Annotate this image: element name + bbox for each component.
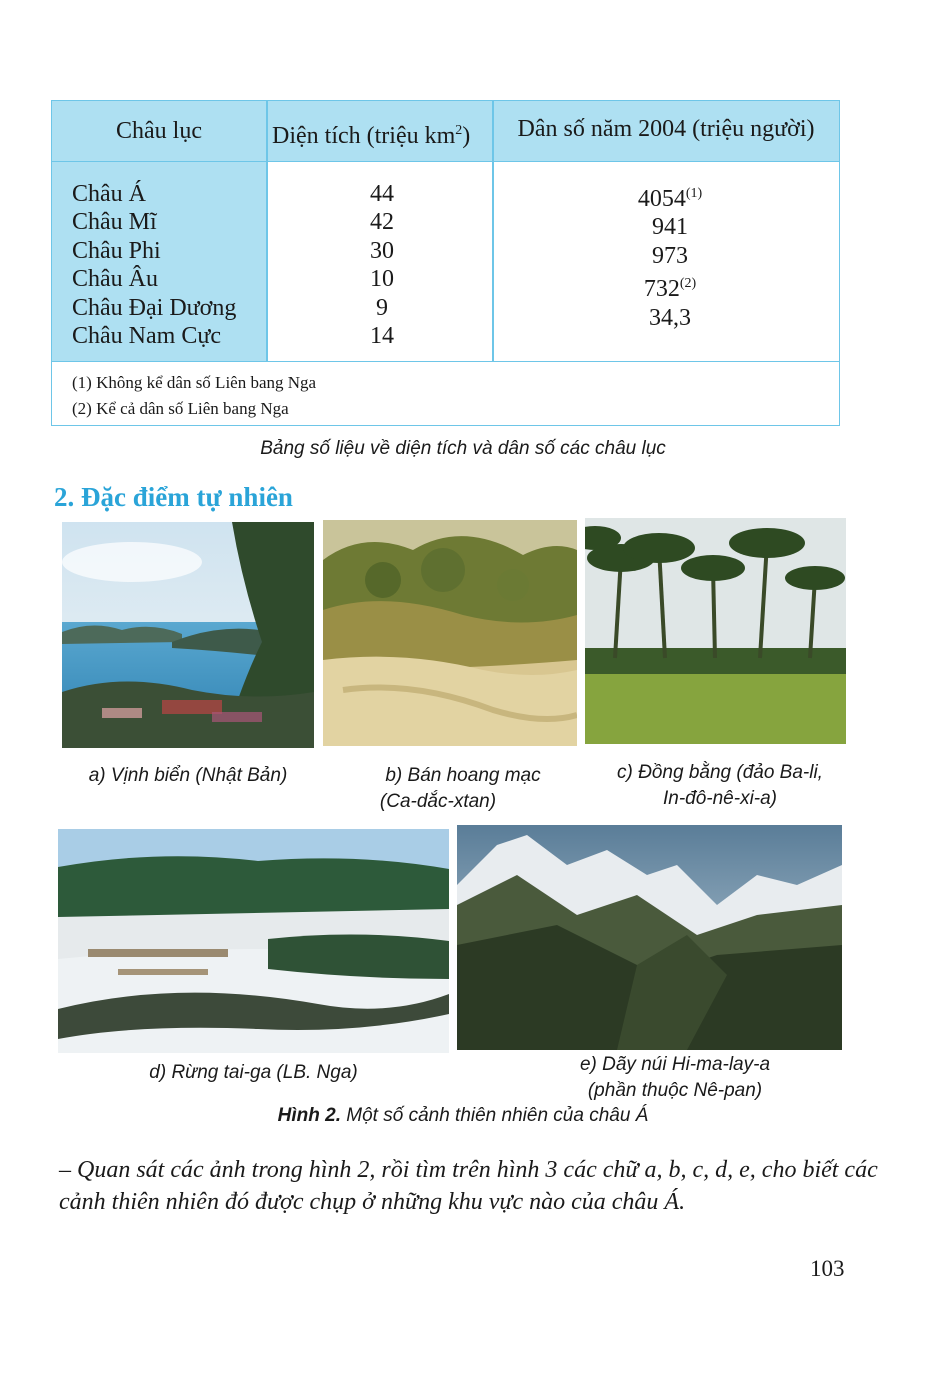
page-number: 103: [810, 1256, 845, 1281]
area-value: 9: [376, 294, 388, 321]
continent-name: Châu Á: [72, 181, 146, 207]
section-title: 2. Đặc điểm tự nhiên: [54, 482, 293, 512]
footnote-2: (2) Kể cả dân số Liên bang Nga: [72, 399, 289, 418]
photo-bay-japan: [62, 522, 314, 748]
population-value: 4054$^{(1)}$: [637, 186, 703, 212]
area-value: 42: [370, 209, 394, 236]
population-value: 34,3: [649, 304, 691, 331]
photo-e-caption-line1: e) Dãy núi Hi-ma-lay-a: [579, 1054, 771, 1075]
header-population: Dân số năm 2004 (triệu người): [517, 116, 815, 142]
photo-e-caption: [540, 1052, 810, 1104]
population-value: 732$^{(2)}$: [643, 276, 697, 303]
continent-name: Châu Đại Dương: [72, 294, 237, 321]
photo-d-caption: d) Rừng tai-ga (LB. Nga): [149, 1062, 358, 1083]
population-column: [620, 180, 720, 332]
population-value: 941: [652, 214, 688, 241]
figure-title: [0, 1105, 926, 1127]
figure-title-text: Một số cảnh thiên nhiên của châu Á: [346, 1105, 649, 1126]
continent-name: Châu Mĩ: [72, 209, 157, 236]
photo-taiga-russia: [58, 829, 449, 1053]
area-value: 14: [370, 323, 394, 350]
figure-label: Hình 2.: [277, 1105, 341, 1126]
continent-name: Châu Phi: [72, 237, 161, 264]
table-footnotes: [72, 370, 316, 422]
continent-name: Châu Âu: [72, 266, 158, 293]
continent-name: Châu Nam Cực: [72, 323, 221, 350]
footnote-1: (1) Không kể dân số Liên bang Nga: [72, 373, 317, 392]
area-column: [342, 180, 422, 350]
population-value: 973: [652, 242, 688, 269]
area-value: 44: [370, 181, 394, 207]
header-continent: Châu lục: [116, 118, 202, 144]
photo-b-caption: [323, 763, 603, 815]
continent-column: [72, 180, 236, 350]
photo-c-caption-line2: In-đô-nê-xi-a): [662, 788, 778, 809]
header-area: Diện tích (triệu $km^2$): [272, 123, 471, 149]
table-caption: Bảng số liệu về diện tích và dân số các châu lục: [260, 438, 666, 459]
photo-himalaya-nepal: [457, 825, 842, 1050]
photo-c-caption-line1: c) Đồng bằng (đảo Ba-li,: [617, 762, 823, 783]
photo-a-caption: a) Vịnh biển (Nhật Bản): [88, 765, 288, 786]
photo-b-caption-line2: (Ca-dắc-xtan): [379, 791, 497, 812]
photo-semi-desert: [323, 520, 577, 746]
question-text: – Quan sát các ảnh trong hình 2, rồi tìm trên hình 3 các chữ a, b, c, d, e, cho biết các cảnh thiên nhiên đó được chụp ở những khu vực nào của châu Á.: [59, 1157, 878, 1215]
area-value: 10: [370, 266, 394, 293]
photo-b-caption-line1: b) Bán hoang mạc: [385, 765, 541, 786]
photo-e-caption-line2: (phần thuộc Nê-pan): [587, 1080, 763, 1101]
photo-c-caption: [590, 760, 850, 812]
photo-plain-bali: [585, 518, 846, 744]
area-value: 30: [370, 237, 394, 264]
